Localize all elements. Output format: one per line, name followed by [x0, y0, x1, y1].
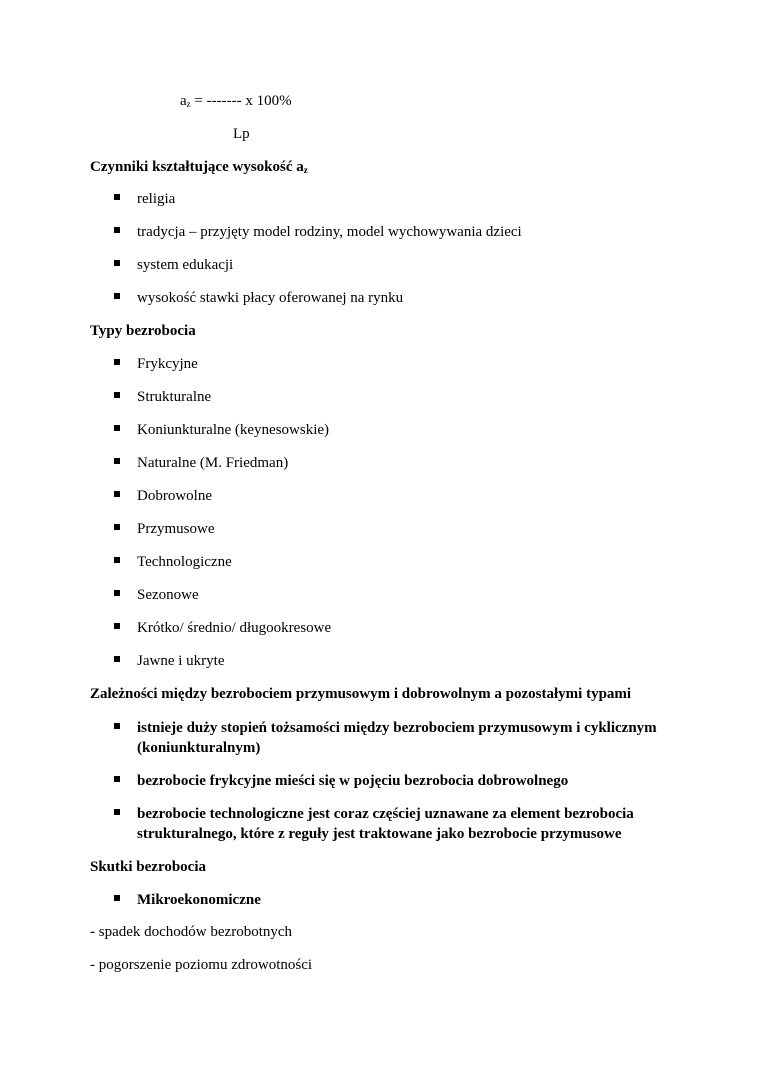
bullet-icon [114, 895, 120, 901]
list-item-text: system edukacji [137, 257, 234, 273]
bullet-icon [114, 194, 120, 200]
bullet-icon [114, 623, 120, 629]
bullet-icon [114, 392, 120, 398]
list-item-text: Sezonowe [137, 587, 199, 603]
bullet-icon [114, 260, 120, 266]
formula-subscript: z [186, 99, 191, 109]
bullet-icon [114, 227, 120, 233]
bullet-icon [114, 524, 120, 530]
list-item-text: istnieje duży stopień tożsamości między bezrobociem przymusowym i cyklicznym (koniunkturalnym) [137, 720, 657, 756]
dash-mark: - [90, 957, 95, 973]
formula-numerator [180, 92, 292, 113]
dash-line-text: spadek dochodów bezrobotnych [95, 924, 293, 940]
list-item-text: tradycja – przyjęty model rodziny, model wychowywania dzieci [137, 224, 522, 240]
list-item-text: Dobrowolne [137, 488, 212, 504]
bullet-icon [114, 491, 120, 497]
bullet-icon [114, 557, 120, 563]
bullet-icon [114, 458, 120, 464]
list-item-text: bezrobocie frykcyjne mieści się w pojęciu bezrobocia dobrowolnego [137, 773, 569, 789]
list-item-text: bezrobocie technologiczne jest coraz częściej uznawane za element bezrobocia strukturalnego, które z reguły jest traktowane jako bezrobocie przymusowe [137, 806, 634, 842]
list-item-text: wysokość stawki płacy oferowanej na rynku [137, 290, 404, 306]
dash-line [90, 923, 292, 941]
list-item-text: Koniunkturalne (keynesowskie) [137, 422, 330, 438]
list-item-text: Naturalne (M. Friedman) [137, 455, 289, 471]
list-item-text: Krótko/ średnio/ długookresowe [137, 620, 332, 636]
list-item-text: Frykcyjne [137, 356, 198, 372]
list-item-text: Technologiczne [137, 554, 232, 570]
formula-denominator: Lp [233, 126, 250, 142]
heading-subscript: z [303, 165, 308, 175]
bullet-icon [114, 723, 120, 729]
bullet-icon [114, 425, 120, 431]
list-item-text: Jawne i ukryte [137, 653, 225, 669]
bullet-icon [114, 656, 120, 662]
section-heading-effects: Skutki bezrobocia [90, 859, 206, 875]
dash-mark: - [90, 924, 95, 940]
section-heading-factors [90, 158, 308, 179]
formula-expression: = ------- x 100% [190, 93, 292, 109]
bullet-icon [114, 809, 120, 815]
section-heading-types: Typy bezrobocia [90, 323, 196, 339]
dash-line [90, 956, 312, 974]
bullet-icon [114, 293, 120, 299]
list-item-text: Strukturalne [137, 389, 212, 405]
list-item-text: religia [137, 191, 176, 207]
list-item-text: Przymusowe [137, 521, 215, 537]
bullet-icon [114, 359, 120, 365]
bullet-icon [114, 590, 120, 596]
heading-text: Czynniki kształtujące wysokość a [90, 159, 304, 175]
formula-variable: a [180, 93, 187, 109]
section-heading-relations: Zależności między bezrobociem przymusowym i dobrowolnym a pozostałymi typami [90, 686, 632, 702]
list-item-text: Mikroekonomiczne [137, 892, 261, 908]
dash-line-text: pogorszenie poziomu zdrowotności [95, 957, 313, 973]
bullet-icon [114, 776, 120, 782]
